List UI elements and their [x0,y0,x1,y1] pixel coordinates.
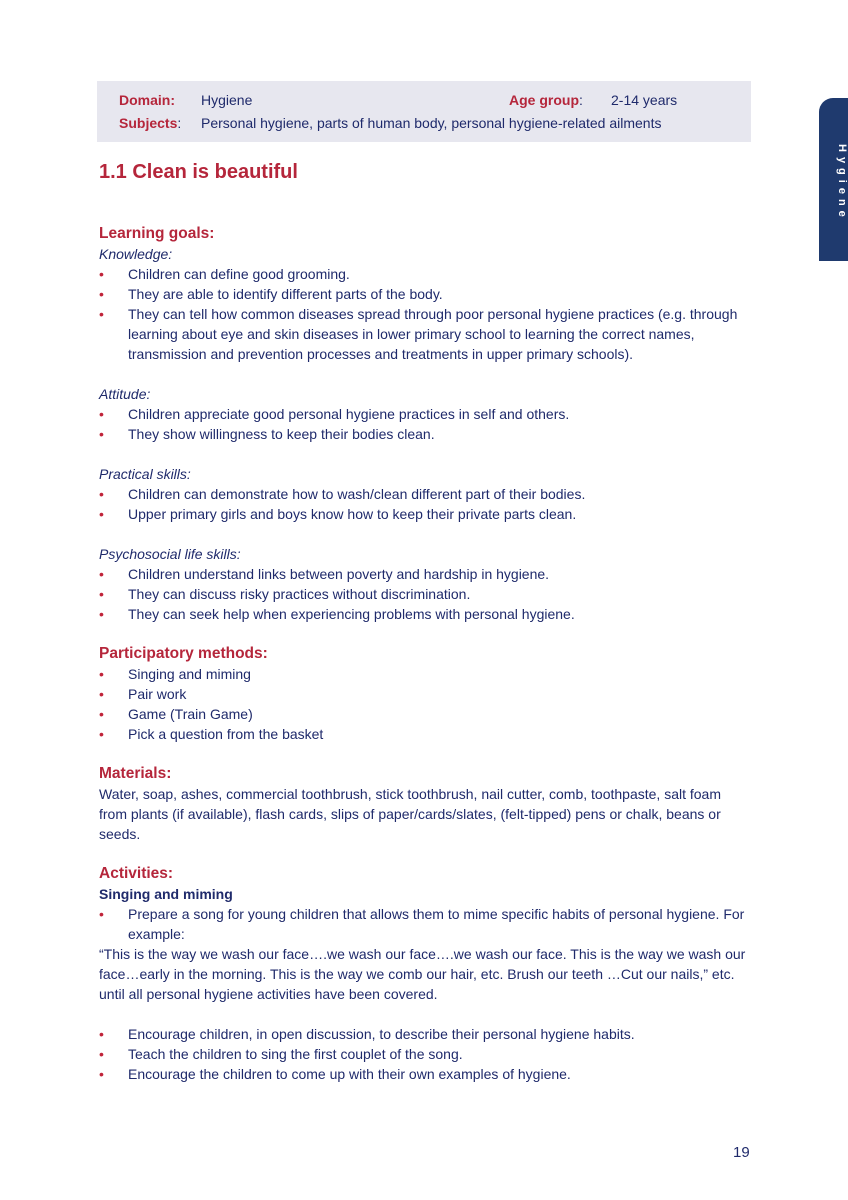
list-item [99,404,751,424]
activities-first-list [99,904,751,944]
main-content [99,224,751,1084]
materials-heading: Materials: [99,765,172,782]
psychosocial-skills-list [99,564,751,624]
bullet-icon: • [99,706,104,722]
bullet-icon: • [99,406,104,422]
bullet-icon: • [99,586,104,602]
list-item-text: They can seek help when experiencing problems with personal hygiene. [128,606,575,622]
list-item-text: Singing and miming [128,666,251,682]
bullet-icon: • [99,606,104,622]
list-item [99,304,751,364]
list-item [99,264,751,284]
bullet-icon: • [99,306,104,322]
list-item [99,1024,751,1044]
knowledge-list [99,264,751,364]
activities-list [99,1024,751,1084]
domain-label: Domain: [119,92,175,108]
bullet-icon: • [99,1046,104,1062]
domain-value: Hygiene [201,92,253,108]
singing-miming-subheading: Singing and miming [99,886,233,902]
list-item-text: Children can demonstrate how to wash/clean different part of their bodies. [128,486,586,502]
section-side-tab [819,98,848,261]
list-item [99,484,751,504]
list-item-text: They can tell how common diseases spread through poor personal hygiene practices (e.g. through learning about eye and skin diseases in lower primary school to learning the correct names, transmission and prevention processes and treatments in upper primary schools). [128,306,738,362]
materials-text: Water, soap, ashes, commercial toothbrush, stick toothbrush, nail cutter, comb, toothpaste, salt foam from plants (if available), flash cards, slips of paper/cards/slates, (felt-tipped) pens or chalk, beans or seeds. [99,786,722,842]
list-item-text: Children can define good grooming. [128,266,350,282]
bullet-icon: • [99,1026,104,1042]
song-quote: “This is the way we wash our face….we wash our face….we wash our face. This is the way we wash our face…early in the morning. This is the way we comb our hair, etc. Brush our teeth …Cut our nails,” etc. until all personal hygiene activities have been covered. [99,946,746,1002]
age-group-label-text: Age group [509,92,579,108]
list-item [99,504,751,524]
bullet-icon: • [99,726,104,742]
list-item-text: Game (Train Game) [128,706,253,722]
methods-list [99,664,751,744]
attitude-list [99,404,751,444]
list-item-text: They are able to identify different parts of the body. [128,286,443,302]
age-group-label [509,92,583,108]
bullet-icon: • [99,686,104,702]
practical-skills-list [99,484,751,524]
list-item-text: Teach the children to sing the first couplet of the song. [128,1046,463,1062]
list-item [99,604,751,624]
age-group-colon: : [579,92,583,108]
age-group-value: 2-14 years [611,92,678,108]
list-item-text: They show willingness to keep their bodies clean. [128,426,435,442]
bullet-icon: • [99,486,104,502]
bullet-icon: • [99,506,104,522]
attitude-label: Attitude: [99,386,151,402]
list-item [99,904,751,944]
bullet-icon: • [99,666,104,682]
practical-skills-label: Practical skills: [99,466,191,482]
list-item-text: Upper primary girls and boys know how to keep their private parts clean. [128,506,577,522]
participatory-methods-heading: Participatory methods: [99,645,268,662]
list-item-text: Children appreciate good personal hygiene practices in self and others. [128,406,570,422]
page-title: 1.1 Clean is beautiful [99,161,298,183]
psychosocial-skills-label: Psychosocial life skills: [99,546,241,562]
list-item-text: Pick a question from the basket [128,726,324,742]
activities-heading: Activities: [99,865,174,882]
list-item-text: Pair work [128,686,187,702]
knowledge-label: Knowledge: [99,246,173,262]
list-item-text: Encourage the children to come up with their own examples of hygiene. [128,1066,571,1082]
bullet-icon: • [99,426,104,442]
list-item [99,424,751,444]
list-item [99,724,751,744]
metadata-box [97,81,751,142]
bullet-icon: • [99,566,104,582]
list-item-text: Encourage children, in open discussion, to describe their personal hygiene habits. [128,1026,635,1042]
list-item [99,284,751,304]
list-item [99,1064,751,1084]
bullet-icon: • [99,1066,104,1082]
list-item [99,684,751,704]
bullet-icon: • [99,286,104,302]
bullet-icon: • [99,906,104,922]
list-item-text: Children understand links between poverty and hardship in hygiene. [128,566,550,582]
subjects-label [119,115,181,131]
page-number: 19 [733,1144,750,1161]
bullet-icon: • [99,266,104,282]
subjects-colon: : [177,115,182,131]
list-item-text: They can discuss risky practices without discrimination. [128,586,471,602]
list-item [99,584,751,604]
list-item [99,704,751,724]
list-item [99,564,751,584]
learning-goals-heading: Learning goals: [99,225,215,242]
subjects-value: Personal hygiene, parts of human body, personal hygiene-related ailments [201,115,662,131]
subjects-label-text: Subjects [119,115,178,131]
list-item [99,664,751,684]
side-tab-label: Hygiene [836,144,848,222]
list-item-text: Prepare a song for young children that allows them to mime specific habits of personal hygiene. For example: [128,906,745,942]
list-item [99,1044,751,1064]
